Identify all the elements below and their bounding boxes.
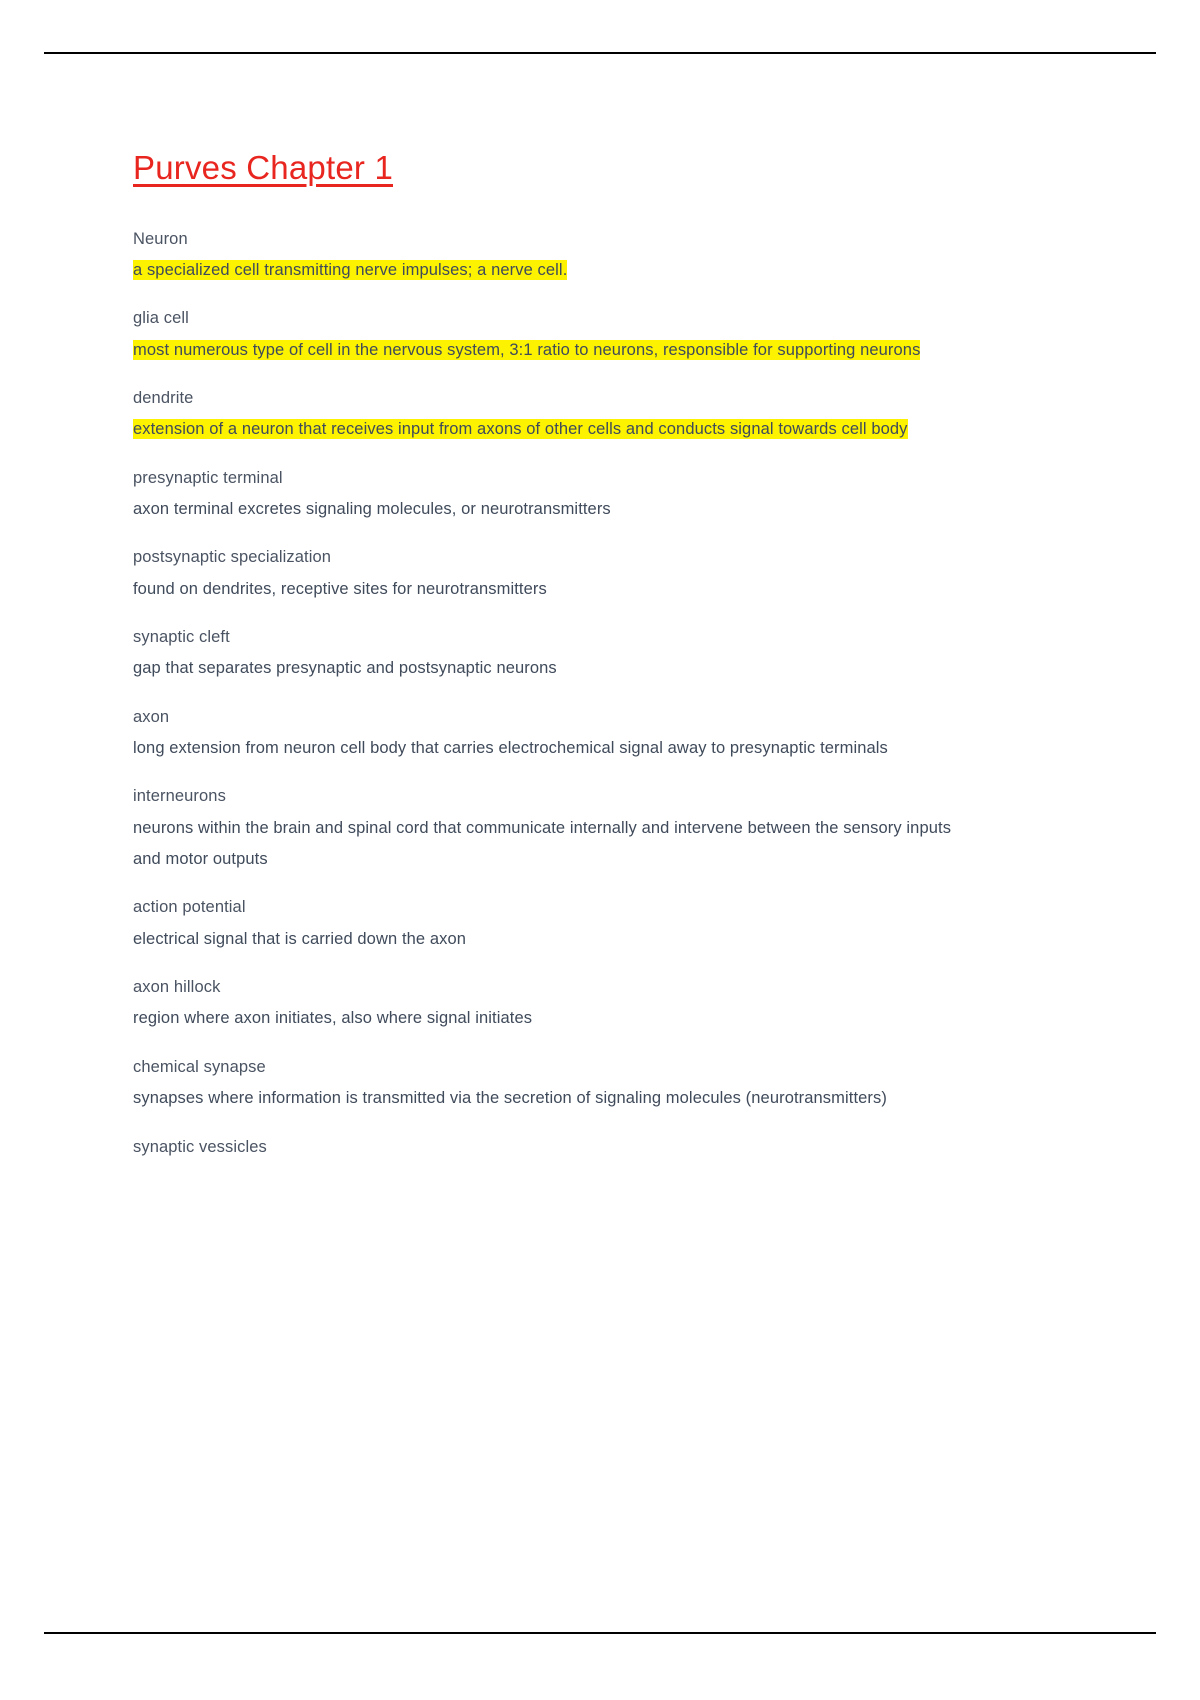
term-entry	[133, 303, 1033, 366]
term-entry	[133, 781, 1033, 875]
definition-text: gap that separates presynaptic and postsynaptic neurons	[133, 659, 557, 678]
term-label: axon hillock	[133, 978, 221, 997]
term-label: interneurons	[133, 787, 226, 806]
footer-divider	[44, 1632, 1156, 1634]
term-label: action potential	[133, 898, 246, 917]
document-body	[133, 148, 1033, 1180]
term-entry	[133, 892, 1033, 955]
term-label: dendrite	[133, 388, 194, 407]
term-label: synaptic vessicles	[133, 1137, 267, 1156]
highlight-span: extension of a neuron that receives input from axons of other cells and conducts signal towards cell body	[133, 420, 908, 439]
term-entry	[133, 224, 1033, 287]
definition-text: axon terminal excretes signaling molecules, or neurotransmitters	[133, 500, 611, 518]
term-list	[133, 224, 1033, 1163]
term-entry	[133, 1052, 1033, 1115]
page-title-wrapper	[133, 148, 1033, 224]
term-label: chemical synapse	[133, 1057, 266, 1076]
term-label: Neuron	[133, 229, 188, 248]
term-label: axon	[133, 707, 170, 726]
definition-text: electrical signal that is carried down the axon	[133, 929, 467, 948]
term-label: postsynaptic specialization	[133, 548, 332, 567]
term-entry	[133, 622, 1033, 685]
term-entry	[133, 463, 1033, 526]
term-label: glia cell	[133, 309, 189, 328]
definition-text: found on dendrites, receptive sites for neurotransmitters	[133, 579, 547, 598]
page-title: Purves Chapter 1	[133, 149, 393, 186]
definition-text: neurons within the brain and spinal cord that communicate internally and intervene between the sensory inputs and motor outputs	[133, 818, 952, 869]
term-entry	[133, 702, 1033, 765]
term-label: presynaptic terminal	[133, 468, 283, 487]
definition-text: synapses where information is transmitted via the secretion of signaling molecules (neurotransmitters)	[133, 1089, 887, 1108]
header-divider	[44, 52, 1156, 54]
definition-text: long extension from neuron cell body that carries electrochemical signal away to presynaptic terminals	[133, 739, 888, 758]
definition-highlighted	[133, 335, 978, 366]
term-label: synaptic cleft	[133, 628, 230, 647]
term-entry	[133, 972, 1033, 1035]
term-entry	[133, 383, 1033, 446]
highlight-span: a specialized cell transmitting nerve impulses; a nerve cell.	[133, 260, 568, 279]
definition-highlighted	[133, 255, 978, 286]
term-entry	[133, 1132, 1033, 1163]
highlight-span: most numerous type of cell in the nervous system, 3:1 ratio to neurons, responsible for supporting neurons	[133, 340, 921, 359]
definition-highlighted	[133, 414, 978, 445]
term-entry	[133, 542, 1033, 605]
definition-text: region where axon initiates, also where signal initiates	[133, 1009, 533, 1028]
